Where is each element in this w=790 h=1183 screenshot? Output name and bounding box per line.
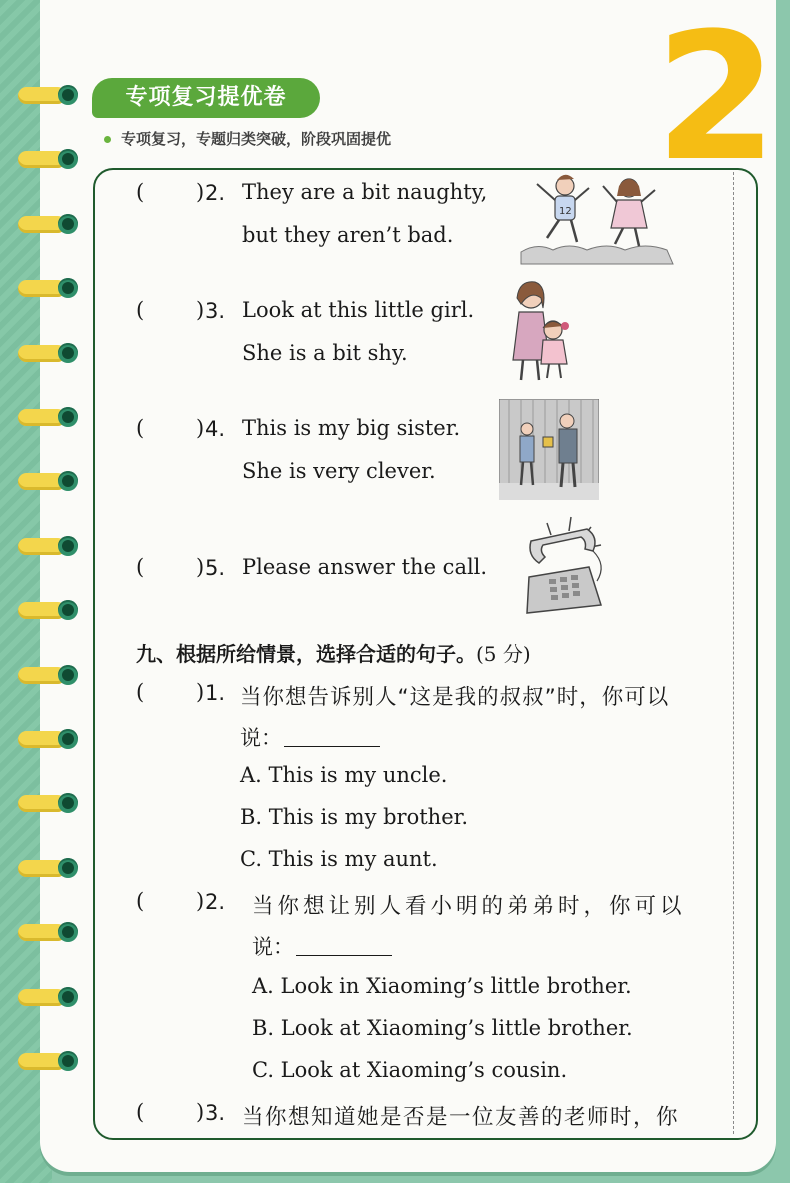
binder-ring: [18, 664, 78, 688]
ring-hole: [58, 665, 78, 685]
bullet-dot: [104, 136, 111, 143]
unit-number: 2: [655, 0, 778, 200]
answer-blank[interactable]: [284, 746, 380, 747]
question-text: She is very clever.: [242, 459, 436, 483]
binder-ring: [18, 342, 78, 366]
question-prompt: 当你想告诉别人“这是我的叔叔”时，你可以: [240, 685, 670, 710]
answer-paren-close: ): [196, 555, 205, 579]
option-c: C. Look at Xiaoming’s cousin.: [252, 1058, 568, 1082]
binder-ring: [18, 148, 78, 172]
ring-hole: [58, 987, 78, 1007]
ring-hole: [58, 793, 78, 813]
ring-hole: [58, 922, 78, 942]
ring-hole: [58, 729, 78, 749]
ring-hole: [58, 536, 78, 556]
binder-ring: [18, 792, 78, 816]
binder-ring: [18, 986, 78, 1010]
boy-and-girl-jumping-picture: [517, 168, 677, 266]
binder-ring: [18, 857, 78, 881]
ring-hole: [58, 858, 78, 878]
question-text: She is a bit shy.: [242, 341, 408, 365]
question-number: 3.: [205, 1101, 226, 1125]
answer-paren-open[interactable]: (: [136, 889, 145, 913]
answer-paren-close: ): [196, 298, 205, 322]
subtitle: [104, 128, 391, 149]
ring-hole: [58, 1051, 78, 1071]
answer-paren-close: ): [196, 680, 205, 704]
question-number: 4.: [205, 417, 226, 441]
question-number: 5.: [205, 556, 226, 580]
mother-and-shy-girl-picture: [505, 278, 575, 384]
option-a: A. This is my uncle.: [240, 763, 448, 787]
ring-hole: [58, 214, 78, 234]
ring-hole: [58, 149, 78, 169]
binder-ring: [18, 406, 78, 430]
option-a: A. Look in Xiaoming’s little brother.: [252, 974, 632, 998]
answer-paren-open[interactable]: (: [136, 680, 145, 704]
question-text: They are a bit naughty,: [242, 180, 488, 204]
question-text: but they aren’t bad.: [242, 223, 454, 247]
ring-hole: [58, 471, 78, 491]
prompt-continuation: [240, 722, 380, 752]
prompt-continuation: [252, 931, 392, 961]
binder-ring: [18, 728, 78, 752]
question-number: 2.: [205, 181, 226, 205]
question-prompt: 当你想让别人看小明的弟弟时，你可以: [252, 894, 686, 919]
binder-ring: [18, 599, 78, 623]
question-number: 3.: [205, 299, 226, 323]
question-number: 1.: [205, 681, 226, 705]
prompt-continuation-text: 说：: [252, 935, 294, 959]
svg-text:12: 12: [559, 206, 572, 217]
binder-ring: [18, 535, 78, 559]
answer-paren-open[interactable]: (: [136, 416, 145, 440]
question-text: Look at this little girl.: [242, 298, 475, 322]
spiral-binding: [18, 0, 88, 1183]
question-number: 2.: [205, 890, 226, 914]
binder-ring: [18, 470, 78, 494]
prompt-continuation-text: 说：: [240, 726, 282, 750]
section-title-text: 九、根据所给情景，选择合适的句子。: [136, 642, 476, 666]
ring-hole: [58, 278, 78, 298]
option-b: B. This is my brother.: [240, 805, 469, 829]
binder-ring: [18, 213, 78, 237]
binder-ring: [18, 84, 78, 108]
ring-hole: [58, 85, 78, 105]
answer-paren-close: ): [196, 889, 205, 913]
ring-hole: [58, 407, 78, 427]
section-score: (5 分): [476, 642, 531, 666]
subtitle-text: 专项复习，专题归类突破，阶段巩固提优: [121, 130, 392, 148]
dashed-margin: [733, 172, 734, 1134]
binder-ring: [18, 277, 78, 301]
answer-paren-close: ): [196, 416, 205, 440]
question-prompt: 当你想知道她是否是一位友善的老师时，你: [242, 1105, 680, 1130]
answer-paren-open[interactable]: (: [136, 1100, 145, 1124]
section-title: [136, 638, 531, 667]
answer-paren-open[interactable]: (: [136, 180, 145, 204]
question-text: Please answer the call.: [242, 555, 488, 579]
ring-hole: [58, 343, 78, 363]
section-badge: 专项复习提优卷: [92, 78, 320, 118]
answer-paren-close: ): [196, 1100, 205, 1124]
award-on-stage-picture: [499, 399, 599, 500]
option-c: C. This is my aunt.: [240, 847, 438, 871]
answer-paren-open[interactable]: (: [136, 298, 145, 322]
ringing-telephone-picture: [517, 515, 609, 617]
ring-hole: [58, 600, 78, 620]
question-text: This is my big sister.: [242, 416, 461, 440]
option-b: B. Look at Xiaoming’s little brother.: [252, 1016, 633, 1040]
binder-ring: [18, 1050, 78, 1074]
binder-ring: [18, 921, 78, 945]
answer-blank[interactable]: [296, 955, 392, 956]
answer-paren-open[interactable]: (: [136, 555, 145, 579]
answer-paren-close: ): [196, 180, 205, 204]
